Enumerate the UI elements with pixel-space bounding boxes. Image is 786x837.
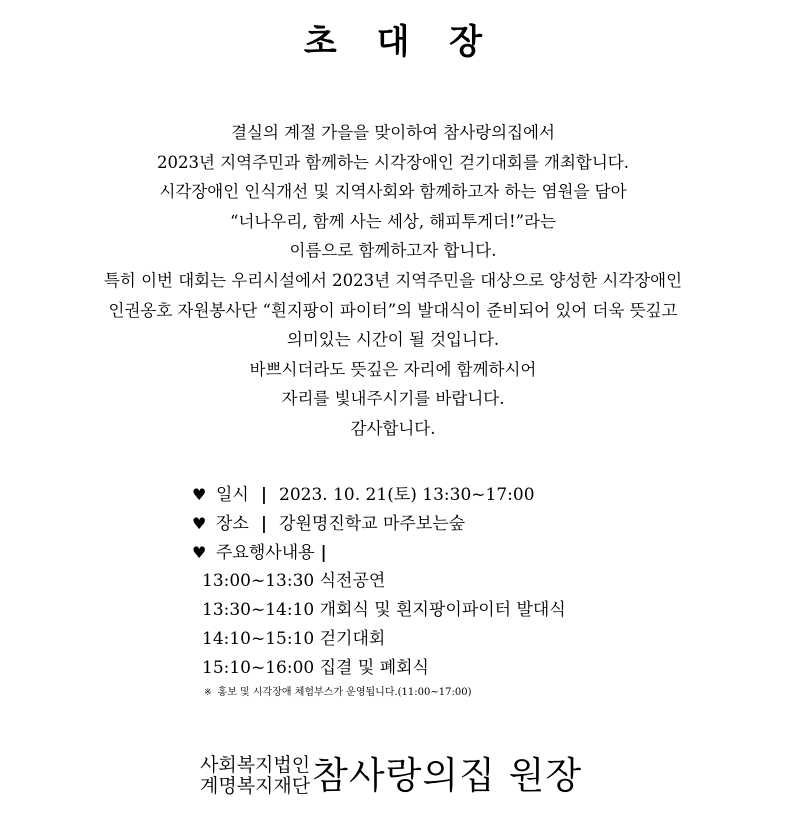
schedule-item: 15:10~16:00 집결 및 폐회식 xyxy=(202,658,429,679)
body-line: 바쁘시더라도 뜻깊은 자리에 함께하시어 xyxy=(249,359,537,379)
note-text: 홍보 및 시각장애 체험부스가 운영됩니다.(11:00~17:00) xyxy=(217,687,472,699)
schedule-item: 13:30~14:10 개회식 및 흰지팡이파이터 발대식 xyxy=(202,600,566,621)
place-row xyxy=(192,510,566,539)
separator: | xyxy=(260,485,268,505)
body-line: 감사합니다. xyxy=(350,418,436,438)
body-line: 의미있는 시간이 될 것입니다. xyxy=(286,330,500,350)
schedule-item: 13:00~13:30 식전공연 xyxy=(202,571,386,592)
director-title: 참사랑의집 원장 xyxy=(312,754,583,797)
body-line: “너나우리, 함께 사는 세상, 해피투게더!”라는 xyxy=(230,211,556,231)
booth-note xyxy=(204,685,566,701)
body-line: 특히 이번 대회는 우리시설에서 2023년 지역주민을 대상으로 양성한 시각장애인 xyxy=(103,270,683,290)
schedule-list xyxy=(202,567,566,683)
heart-icon: ♥ xyxy=(192,485,207,505)
organization-name xyxy=(200,755,310,797)
body-line: 이름으로 함께하고자 합니다. xyxy=(289,241,497,261)
date-label: 일시 xyxy=(216,485,249,505)
signature xyxy=(200,754,582,798)
event-details xyxy=(192,481,566,701)
org-line: 사회복지법인 xyxy=(200,754,311,776)
note-symbol: ※ xyxy=(204,688,212,699)
program-row xyxy=(192,539,566,568)
heart-icon: ♥ xyxy=(192,542,207,562)
page-title: 초 대 장 xyxy=(303,22,497,62)
body-line: 결실의 계절 가을을 맞이하여 참사랑의집에서 xyxy=(231,123,555,142)
place-label: 장소 xyxy=(216,513,249,534)
program-label: 주요행사내용 xyxy=(216,542,315,563)
date-row xyxy=(192,481,566,510)
date-value: 2023. 10. 21(토) 13:30~17:00 xyxy=(279,485,535,505)
body-line: 2023년 지역주민과 함께하는 시각장애인 걷기대회를 개최합니다. xyxy=(157,152,629,172)
heart-icon: ♥ xyxy=(192,514,207,534)
separator: | xyxy=(260,513,268,534)
body-line: 인권옹호 자원봉사단 “흰지팡이 파이터”의 발대식이 준비되어 있어 더욱 뜻깊고 xyxy=(108,300,678,320)
invitation-body xyxy=(0,118,786,444)
body-line: 시각장애인 인식개선 및 지역사회와 함께하고자 하는 염원을 담아 xyxy=(159,182,627,202)
separator: | xyxy=(320,542,327,563)
schedule-item: 14:10~15:10 걷기대회 xyxy=(202,629,386,650)
org-line: 계명복지재단 xyxy=(200,775,311,797)
place-value: 강원명진학교 마주보는숲 xyxy=(279,513,466,534)
body-line: 자리를 빛내주시기를 바랍니다. xyxy=(281,389,505,409)
